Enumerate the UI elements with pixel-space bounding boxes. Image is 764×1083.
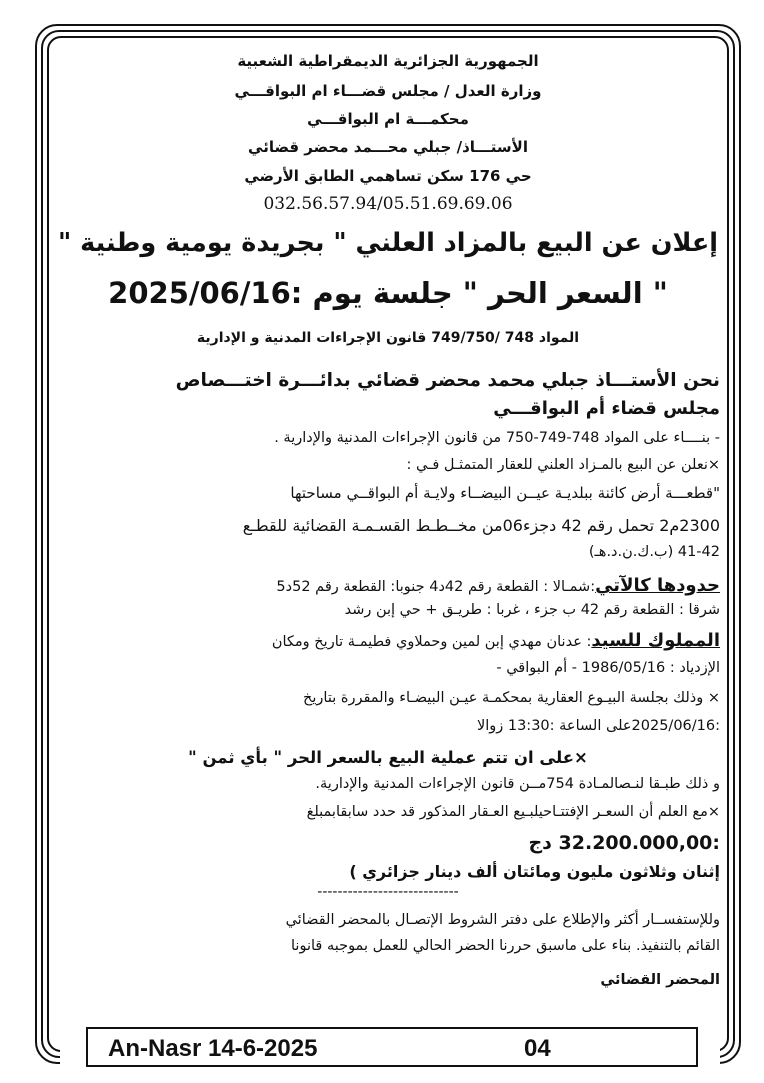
- para-announce: ×نعلن عن البيع بالمـزاد العلني للعقار المتمثـل فـي :: [406, 457, 720, 473]
- session-line-2: :2025/06/16على الساعة :13:30 زوالا: [476, 718, 720, 734]
- bounds-text-1: :شمـالا : القطعة رقم 42د4 جنوبا: القطعة رقم 52د5: [276, 579, 596, 595]
- free-price-line: ×على ان تتم عملية البيع بالسعر الحر " بأي ثمن ": [188, 748, 588, 767]
- bounds-line-2: شرقا : القطعة رقم 42 ب جزء ، غربا : طريـق + حي إبن رشد: [344, 602, 720, 618]
- info-line-1: وللإستفســار أكثر والإطلاع على دفتر الشروط الإتصـال بالمحضر القضائي: [285, 912, 720, 928]
- republic-line: الجمهورية الجزائرية الديمقراطية الشعبية: [237, 52, 539, 70]
- title-line-2: " السعر الحر " جلسة يوم :2025/06/16: [108, 276, 668, 310]
- ministry-line: وزارة العدل / مجلس قضـــاء ام البواقـــي: [234, 82, 542, 100]
- info-line-2: القائم بالتنفيذ. بناء على ماسبق حررنا الحضر الحالي للعمل بموجبه قانونا: [291, 938, 720, 954]
- articles-line: المواد 748 /749/750 قانون الإجراءات المدنية و الإدارية: [196, 330, 580, 346]
- court-line: محكمـــة ام البواقـــي: [307, 110, 469, 128]
- intro-line-2: مجلس قضاء أم البواقـــي: [493, 398, 720, 419]
- amount-figure: :32.200.000,00 دج: [528, 832, 720, 854]
- para-land-2: 2300م2 تحمل رقم 42 دجزء06من مخــطـط القسـمـة القضائية للقطـع: [242, 516, 720, 535]
- bailiff-address: حي 176 سكن تساهمي الطابق الأرضي: [244, 167, 532, 185]
- owner-line-1: [56, 630, 720, 651]
- signature-label: المحضر القضائي: [600, 972, 720, 988]
- law-line-2: ×مع العلم أن السعـر الإفتتـاحيلبـيع العـقار المذكور قد حدد سابقابمبلغ: [306, 804, 720, 820]
- intro-line-1: نحن الأستـــاذ جبلي محمد محضر قضائي بدائـــرة اختـــصاص: [175, 370, 720, 391]
- para-land-1: "قطعـــة أرض كائنة ببلديـة عيــن البيضــاء ولايـة أم البواقــي مساحتها: [290, 484, 720, 502]
- page-number: 04: [524, 1035, 551, 1062]
- newspaper-name-date: An-Nasr 14-6-2025: [108, 1035, 318, 1062]
- newspaper-footer: [86, 1027, 698, 1067]
- bailiff-name: الأستـــاذ/ جبلي محـــمد محضر قضائي: [248, 138, 528, 156]
- phone-numbers: 032.56.57.94/05.51.69.69.06: [263, 194, 513, 214]
- amount-words: إثنان وثلاثون مليون ومائتان ألف دينار جزائري ): [349, 862, 720, 881]
- divider-line: ----------------------------: [317, 884, 459, 900]
- bounds-label: حدودها كالآتي: [595, 575, 720, 596]
- bounds-line-1: [56, 575, 720, 596]
- owner-label: المملوك للسيد: [591, 630, 720, 651]
- session-line-1: × وذلك بجلسة البيـوع العقارية بمحكمـة عيـن البيضـاء والمقررة بتاريخ: [303, 690, 720, 706]
- owner-line-2: الإزدياد : 1986/05/16 - أم البواقي -: [496, 660, 720, 676]
- para-articles: - بنــــاء على المواد 748-749-750 من قانون الإجراءات المدنية والإدارية .: [274, 430, 720, 446]
- title-line-1: إعلان عن البيع بالمزاد العلني " بجريدة يومية وطنية ": [57, 228, 719, 258]
- para-land-3: 41-42 (ب.ك.ن.د.هـ): [588, 544, 720, 560]
- owner-text-1: : عدنان مهدي إبن لمين وحملاوي فطيمـة تاريخ ومكان: [271, 634, 592, 650]
- law-line-1: و ذلك طبـقا لنـصالمـادة 754مــن قانون الإجراءات المدنية والإدارية.: [315, 776, 720, 792]
